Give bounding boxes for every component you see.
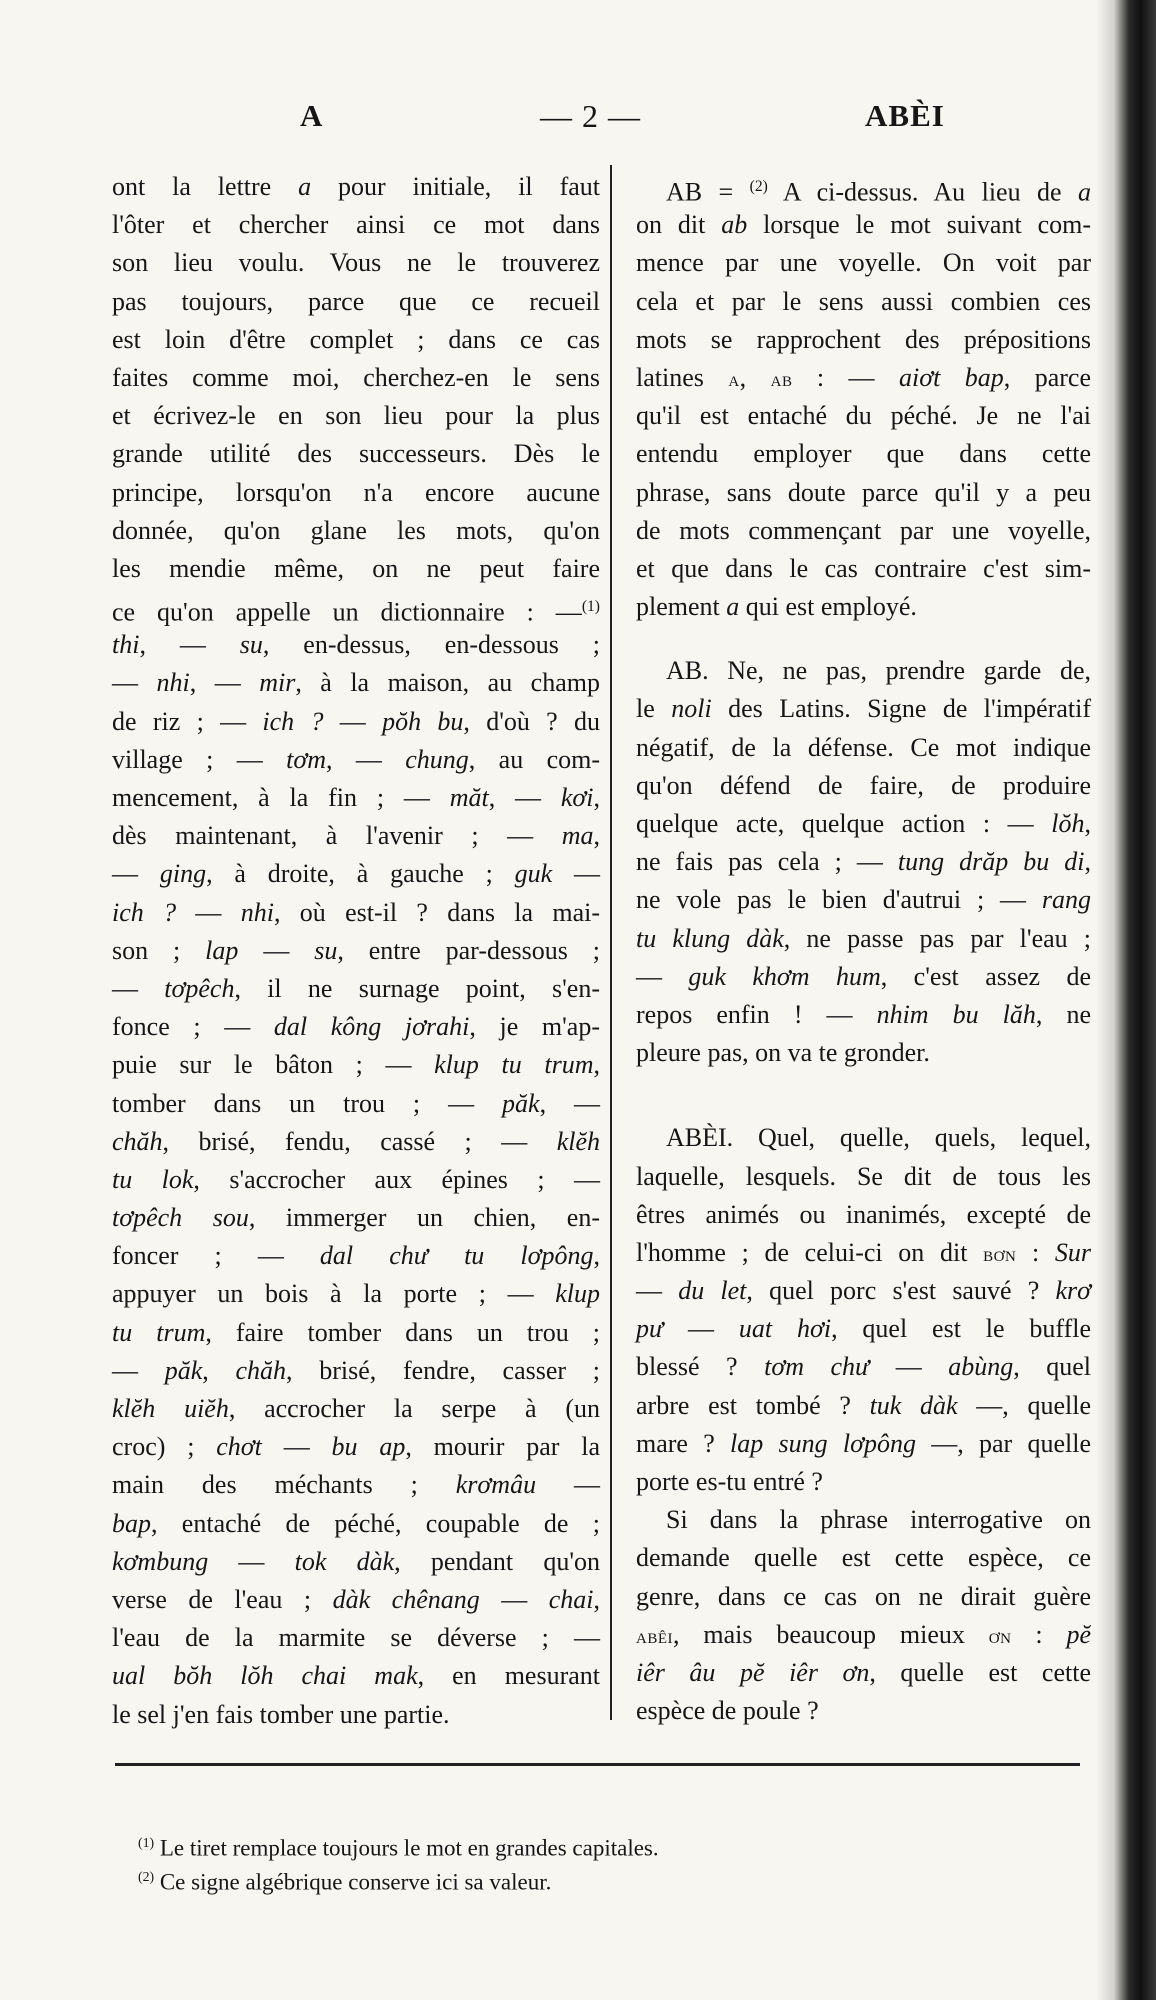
text-line <box>636 283 1091 321</box>
text-line <box>112 1314 600 1352</box>
vernacular-term: tu klung dàk <box>636 923 784 953</box>
text-segment: foncer ; — <box>112 1241 320 1271</box>
vernacular-term: dal chư tu lơpông <box>319 1241 594 1271</box>
vernacular-term: klup tu trum <box>434 1050 594 1080</box>
small-caps-word: abêi <box>636 1622 673 1648</box>
text-line <box>112 894 600 932</box>
text-line <box>636 1463 1091 1501</box>
vernacular-term: chăh <box>235 1355 286 1385</box>
text-line <box>636 435 1091 473</box>
vernacular-term: uat hơi <box>738 1314 832 1344</box>
text-segment: êtres animés ou inanimés, excepté de <box>636 1199 1091 1229</box>
vernacular-term: lŏh <box>1051 809 1085 838</box>
text-line <box>112 1581 600 1619</box>
text-line <box>636 588 1091 626</box>
text-line <box>636 805 1091 843</box>
text-line <box>636 1616 1091 1654</box>
vernacular-term: su <box>314 935 338 965</box>
text-segment: , — <box>189 668 260 698</box>
text-line <box>636 474 1091 512</box>
text-segment: fonce ; — <box>112 1012 274 1042</box>
text-segment: — <box>238 935 315 965</box>
text-line <box>636 359 1091 397</box>
page-number: — 2 — <box>540 98 641 134</box>
text-segment: mencement, à la fin ; — <box>112 783 450 812</box>
vernacular-term: su <box>239 630 263 660</box>
text-line <box>112 703 600 741</box>
text-segment: mots se rapprochent des prépositions <box>636 324 1091 354</box>
text-line <box>112 397 600 435</box>
text-line <box>112 206 600 244</box>
vernacular-term: a <box>1078 177 1091 207</box>
text-segment: dès maintenant, à l'avenir ; — <box>112 821 562 851</box>
text-segment: — <box>869 1352 949 1382</box>
text-segment: , — <box>139 630 240 660</box>
text-segment: , c'est assez de <box>880 961 1092 991</box>
text-segment: donnée, qu'on glane les mots, qu'on <box>112 515 600 545</box>
vernacular-term: ual bŏh lŏh chai mak <box>112 1661 418 1691</box>
text-segment: — <box>663 1314 739 1344</box>
text-segment: — <box>536 1470 601 1500</box>
vernacular-term: thi <box>112 630 140 660</box>
text-segment: grande utilité des successeurs. Dès le <box>112 439 600 469</box>
text-line <box>636 1387 1091 1425</box>
text-line <box>112 1352 600 1390</box>
text-segment: ABÈI. Quel, quelle, quels, lequel, <box>666 1123 1091 1153</box>
vernacular-term: tu trum <box>112 1317 206 1347</box>
vernacular-term: ging <box>159 859 207 889</box>
text-line <box>112 664 600 702</box>
text-segment: puie sur le bâton ; — <box>112 1050 435 1080</box>
text-line <box>636 1310 1091 1348</box>
text-segment: — <box>552 859 601 889</box>
vernacular-term: chung <box>405 744 469 774</box>
text-segment: , d'où ? du <box>463 706 601 736</box>
text-line <box>636 996 1091 1034</box>
text-segment: ne vole pas le bien d'autrui ; — <box>636 885 1042 915</box>
text-segment: est loin d'être complet ; dans ce cas <box>112 324 600 354</box>
vernacular-term: klĕh <box>556 1126 600 1156</box>
text-line <box>636 1119 1091 1157</box>
text-segment: on dit <box>636 210 722 240</box>
text-segment: , <box>593 1050 601 1080</box>
text-line <box>636 321 1091 359</box>
text-segment: blessé ? <box>636 1352 765 1382</box>
text-segment: Si dans la phrase interrogative on <box>666 1505 1091 1535</box>
text-segment: tomber dans un trou ; — <box>112 1088 503 1118</box>
vernacular-term: tơpêch <box>164 973 235 1003</box>
small-caps-word: ơn <box>988 1622 1012 1648</box>
text-segment: — <box>261 1432 332 1462</box>
text-line <box>112 512 600 550</box>
text-segment: , — <box>539 1088 600 1118</box>
vernacular-term: ich ? <box>262 706 324 736</box>
vernacular-term: guk <box>514 859 553 889</box>
vernacular-term: rang <box>1041 885 1091 915</box>
text-line <box>636 1348 1091 1386</box>
text-line <box>636 1158 1091 1196</box>
text-line <box>112 359 600 397</box>
text-segment: , mais beaucoup mieux <box>673 1619 989 1649</box>
vernacular-term: krơmâu <box>455 1470 537 1500</box>
text-line <box>636 767 1091 805</box>
text-segment: , il ne surnage point, s'en- <box>234 973 601 1003</box>
vernacular-term: klĕh uiĕh <box>112 1394 229 1423</box>
running-head-left: A <box>300 98 324 133</box>
text-segment: et écrivez-le en son lieu pour la plus <box>112 401 600 431</box>
text-segment: , s'accrocher aux épines ; — <box>193 1164 600 1194</box>
vernacular-term: klup <box>555 1279 600 1309</box>
text-segment: : <box>1016 1237 1055 1267</box>
text-line <box>636 1578 1091 1616</box>
text-segment: latines <box>636 362 729 392</box>
text-line <box>636 1234 1091 1272</box>
vernacular-term: noli <box>671 694 712 724</box>
vernacular-term: pŏh bu <box>382 706 464 736</box>
footnote-2 <box>138 1862 551 1897</box>
text-line <box>636 512 1091 550</box>
text-segment: , <box>593 783 600 812</box>
vernacular-term: păk <box>164 1355 203 1385</box>
text-line <box>636 1034 1091 1072</box>
text-line <box>112 435 600 473</box>
text-segment: mare ? <box>636 1428 731 1458</box>
vernacular-term: tơm chư <box>764 1352 870 1382</box>
text-segment: , <box>739 362 771 392</box>
vernacular-term: ab <box>721 210 748 240</box>
text-line <box>112 741 600 779</box>
text-segment: entendu employer que dans cette <box>636 439 1091 469</box>
text-segment: , pendant qu'on <box>394 1546 601 1576</box>
text-segment: négatif, de la défense. Ce mot indique <box>636 732 1091 762</box>
text-segment: , entaché de péché, coupable de ; <box>151 1508 600 1538</box>
text-segment: et que dans le cas contraire c'est sim- <box>636 553 1091 583</box>
text-segment: , immerger un chien, en- <box>248 1203 600 1233</box>
vernacular-term: măt <box>449 783 489 812</box>
text-segment: , <box>1084 847 1091 877</box>
text-line <box>112 817 600 855</box>
text-segment: — <box>112 1355 165 1385</box>
text-line <box>112 779 600 817</box>
text-segment: — <box>479 1584 549 1614</box>
text-line <box>636 1692 1091 1730</box>
dictionary-entry <box>636 652 1091 1072</box>
text-segment: des Latins. Signe de l'impératif <box>711 694 1092 724</box>
text-segment: le <box>636 694 672 724</box>
text-line <box>112 1199 600 1237</box>
text-line <box>112 1237 600 1275</box>
vernacular-term: tung drăp bu di <box>897 847 1085 877</box>
text-segment: genre, dans ce cas on ne dirait guère <box>636 1581 1091 1611</box>
text-line <box>112 321 600 359</box>
vernacular-term: pư <box>636 1314 664 1344</box>
text-segment: arbre est tombé ? <box>636 1390 870 1420</box>
text-segment: pas toujours, parce que ce recueil <box>112 286 600 316</box>
text-segment: , <box>593 821 600 851</box>
text-line <box>636 729 1091 767</box>
text-line <box>636 206 1091 244</box>
text-segment: — <box>176 897 241 927</box>
small-caps-word: ab <box>770 365 793 391</box>
vernacular-term: chai <box>548 1584 594 1614</box>
text-segment: , brisé, fendre, casser ; <box>286 1355 600 1385</box>
text-segment: appuyer un bois à la porte ; — <box>112 1279 556 1309</box>
text-segment: ont la lettre <box>112 172 299 201</box>
text-segment: : <box>1011 1619 1067 1649</box>
text-line <box>636 550 1091 588</box>
text-line <box>112 1046 600 1084</box>
text-line <box>636 1196 1091 1234</box>
text-segment: , en mesurant <box>417 1661 601 1691</box>
vernacular-term: păk <box>502 1088 540 1118</box>
vernacular-term: nhi <box>156 668 190 698</box>
text-line <box>636 168 1091 206</box>
text-segment: demande quelle est cette espèce, ce <box>636 1543 1091 1573</box>
text-segment: l'ôter et chercher ainsi ce mot dans <box>112 210 600 240</box>
vernacular-term: Sur <box>1054 1237 1091 1267</box>
text-segment: , à droite, à gauche ; <box>206 859 515 889</box>
text-segment: espèce de poule ? <box>636 1696 819 1726</box>
text-segment: porte es-tu entré ? <box>636 1467 823 1496</box>
text-segment: , — <box>325 744 406 774</box>
text-line <box>112 588 600 626</box>
text-segment: , <box>202 1355 236 1385</box>
text-line <box>112 1390 600 1428</box>
text-segment: , entre par-dessous ; <box>337 935 601 965</box>
vernacular-term: lap <box>205 935 239 965</box>
text-segment: , au com- <box>468 744 600 774</box>
text-line <box>112 1543 600 1581</box>
text-line <box>112 932 600 970</box>
text-segment: — <box>636 961 689 991</box>
text-segment: les mendie même, on ne peut faire <box>112 553 600 583</box>
text-segment: l'homme ; de celui-ci on dit <box>636 1237 984 1267</box>
text-segment: : — <box>792 362 900 392</box>
text-segment: , en-dessus, en-dessous ; <box>262 630 600 660</box>
text-line <box>636 1272 1091 1310</box>
vernacular-term: chơt <box>216 1432 262 1462</box>
text-segment: , où est-il ? dans la mai- <box>273 897 601 927</box>
text-segment: — <box>112 668 157 698</box>
vernacular-term: abùng <box>948 1352 1014 1382</box>
text-segment: main des méchants ; <box>112 1470 456 1500</box>
dictionary-entry <box>636 1119 1091 1730</box>
text-segment: , ne <box>1035 999 1091 1029</box>
text-line <box>636 244 1091 282</box>
text-line <box>636 1654 1091 1692</box>
vernacular-term: nhim bu lăh <box>876 999 1036 1029</box>
text-segment: de riz ; — <box>112 706 263 736</box>
text-line <box>112 1657 600 1695</box>
text-line <box>112 1123 600 1161</box>
text-segment: — <box>323 706 383 736</box>
text-segment: repos enfin ! — <box>636 999 877 1029</box>
text-segment: , <box>593 1584 600 1614</box>
text-segment: laquelle, lesquels. Se dit de tous les <box>636 1161 1091 1191</box>
dictionary-entry <box>636 168 1091 626</box>
footnote-rule <box>115 1763 1080 1766</box>
vernacular-term: nhi <box>240 897 274 927</box>
text-segment: , quel <box>1013 1352 1091 1382</box>
vernacular-term: krơ <box>1055 1276 1091 1306</box>
text-line <box>112 855 600 893</box>
text-segment: verse de l'eau ; <box>112 1584 333 1614</box>
text-segment: , mourir par la <box>405 1432 600 1462</box>
text-line <box>636 1425 1091 1463</box>
text-segment: ce qu'on appelle un dictionnaire : — <box>112 597 582 627</box>
text-line <box>112 1505 600 1543</box>
text-segment: AB. Ne, ne pas, prendre garde de, <box>666 656 1091 686</box>
text-segment: — <box>112 859 160 889</box>
text-line <box>636 843 1091 881</box>
text-line <box>636 1539 1091 1577</box>
text-segment: qui est employé. <box>739 592 917 622</box>
vernacular-term: bu ap <box>331 1432 406 1462</box>
text-segment: , — <box>488 783 561 812</box>
text-line <box>112 283 600 321</box>
text-segment: lorsque le mot suivant com- <box>747 210 1092 240</box>
vernacular-term: chăh <box>112 1126 163 1156</box>
text-segment: principe, lorsqu'on n'a encore aucune <box>112 477 600 507</box>
vernacular-term: dal kông jơrahi <box>273 1012 470 1042</box>
text-segment: —, par quelle <box>915 1428 1091 1458</box>
text-line <box>636 1501 1091 1539</box>
text-line <box>112 1161 600 1199</box>
vernacular-term: tuk dàk <box>869 1390 958 1420</box>
text-line <box>112 550 600 588</box>
text-segment: ne fais pas cela ; — <box>636 847 898 877</box>
vernacular-term: a <box>726 592 740 622</box>
vernacular-term: mir <box>259 668 296 698</box>
left-column <box>112 168 600 1734</box>
column-divider <box>610 165 612 1720</box>
text-segment: son ; <box>112 935 206 965</box>
text-segment: , <box>1084 809 1091 838</box>
text-segment: faites comme moi, cherchez-en le sens <box>112 362 600 392</box>
text-line <box>112 1085 600 1123</box>
footnote-reference: (1) <box>581 598 600 616</box>
vernacular-term: ich ? <box>112 897 177 927</box>
text-segment: quelque acte, quelque action : — <box>636 809 1052 838</box>
text-segment: cela et par le sens aussi combien ces <box>636 286 1091 316</box>
text-segment: pleure pas, on va te gronder. <box>636 1038 930 1068</box>
text-segment: phrase, sans doute parce qu'il y a peu <box>636 477 1091 507</box>
text-segment: , quel porc s'est sauvé ? <box>746 1276 1056 1306</box>
text-line <box>112 626 600 664</box>
text-line <box>112 970 600 1008</box>
vernacular-term: iêr âu pĕ iêr ơn <box>636 1657 870 1687</box>
footnote-text: Le tiret remplace toujours le mot en grandes capitales. <box>154 1835 659 1861</box>
footnote-mark: (1) <box>138 1835 155 1850</box>
text-segment: AB = <box>666 177 750 207</box>
vernacular-term: pĕ <box>1066 1619 1091 1649</box>
vernacular-term: lap sung lơpông <box>730 1428 916 1458</box>
text-segment: — <box>208 1546 295 1576</box>
vernacular-term: tơm <box>286 744 326 774</box>
text-segment: , quel est le buffle <box>831 1314 1091 1344</box>
text-segment: pour initiale, il faut <box>311 172 600 201</box>
vernacular-term: ma <box>561 821 594 851</box>
text-segment: qu'on défend de faire, de produire <box>636 770 1091 800</box>
vernacular-term: kơi <box>560 783 594 812</box>
vernacular-term: du let <box>678 1276 747 1306</box>
text-segment: , brisé, fendu, cassé ; — <box>162 1126 557 1156</box>
text-line <box>636 397 1091 435</box>
text-line <box>112 474 600 512</box>
vernacular-term: guk khơm hum <box>688 961 881 991</box>
text-segment: l'eau de la marmite se déverse ; — <box>112 1623 600 1653</box>
text-segment: , faire tomber dans un trou ; <box>205 1317 601 1347</box>
footnote-1 <box>138 1828 659 1863</box>
vernacular-term: a <box>298 172 312 201</box>
small-caps-word: bơn <box>983 1240 1017 1266</box>
page-binding-shadow <box>1096 0 1156 2000</box>
small-caps-word: a <box>728 365 740 391</box>
vernacular-term: bap <box>112 1508 151 1538</box>
text-segment: , parce <box>1003 362 1092 392</box>
running-head-right: ABÈI <box>865 98 945 133</box>
vernacular-term: tok dàk <box>294 1546 395 1576</box>
text-segment: qu'il est entaché du péché. Je ne l'ai <box>636 401 1091 431</box>
text-segment: , <box>593 1241 600 1271</box>
text-segment: A ci-dessus. Au lieu de <box>767 177 1078 207</box>
vernacular-term: aiơt bap <box>899 362 1004 392</box>
text-segment: , quelle est cette <box>869 1657 1091 1687</box>
vernacular-term: dàk chênang <box>332 1584 480 1614</box>
text-segment: , je m'ap- <box>469 1012 600 1042</box>
text-line <box>636 652 1091 690</box>
text-segment: , ne passe pas par l'eau ; <box>783 923 1091 953</box>
text-line <box>112 1428 600 1466</box>
text-line <box>112 1008 600 1046</box>
text-line <box>112 1696 600 1734</box>
vernacular-term: tơpêch sou <box>112 1203 249 1233</box>
text-segment: — <box>112 973 165 1003</box>
text-line <box>112 1466 600 1504</box>
text-line <box>636 881 1091 919</box>
text-segment: croc) ; <box>112 1432 217 1462</box>
text-line <box>636 920 1091 958</box>
text-segment: village ; — <box>112 744 287 774</box>
vernacular-term: kơmbung <box>112 1546 209 1576</box>
text-segment: , à la maison, au champ <box>295 668 600 698</box>
text-segment: , accrocher la serpe à (un <box>228 1394 600 1423</box>
text-segment: plement <box>636 592 727 622</box>
text-line <box>112 1275 600 1313</box>
text-line <box>636 690 1091 728</box>
text-segment: mence par une voyelle. On voit par <box>636 248 1091 278</box>
footnote-text: Ce signe algébrique conserve ici sa valeur. <box>154 1869 552 1895</box>
text-segment: — <box>636 1276 679 1306</box>
footnote-mark: (2) <box>138 1869 155 1884</box>
text-segment: —, quelle <box>957 1390 1091 1420</box>
text-segment: le sel j'en fais tomber une partie. <box>112 1699 450 1729</box>
text-segment: de mots commençant par une voyelle, <box>636 515 1091 545</box>
footnote-reference: (2) <box>749 178 768 195</box>
text-line <box>636 958 1091 996</box>
vernacular-term: tu lok <box>112 1164 194 1194</box>
text-line <box>112 168 600 206</box>
text-line <box>112 1619 600 1657</box>
right-column <box>636 168 1091 1730</box>
text-line <box>112 244 600 282</box>
text-segment: son lieu voulu. Vous ne le trouverez <box>112 248 600 278</box>
